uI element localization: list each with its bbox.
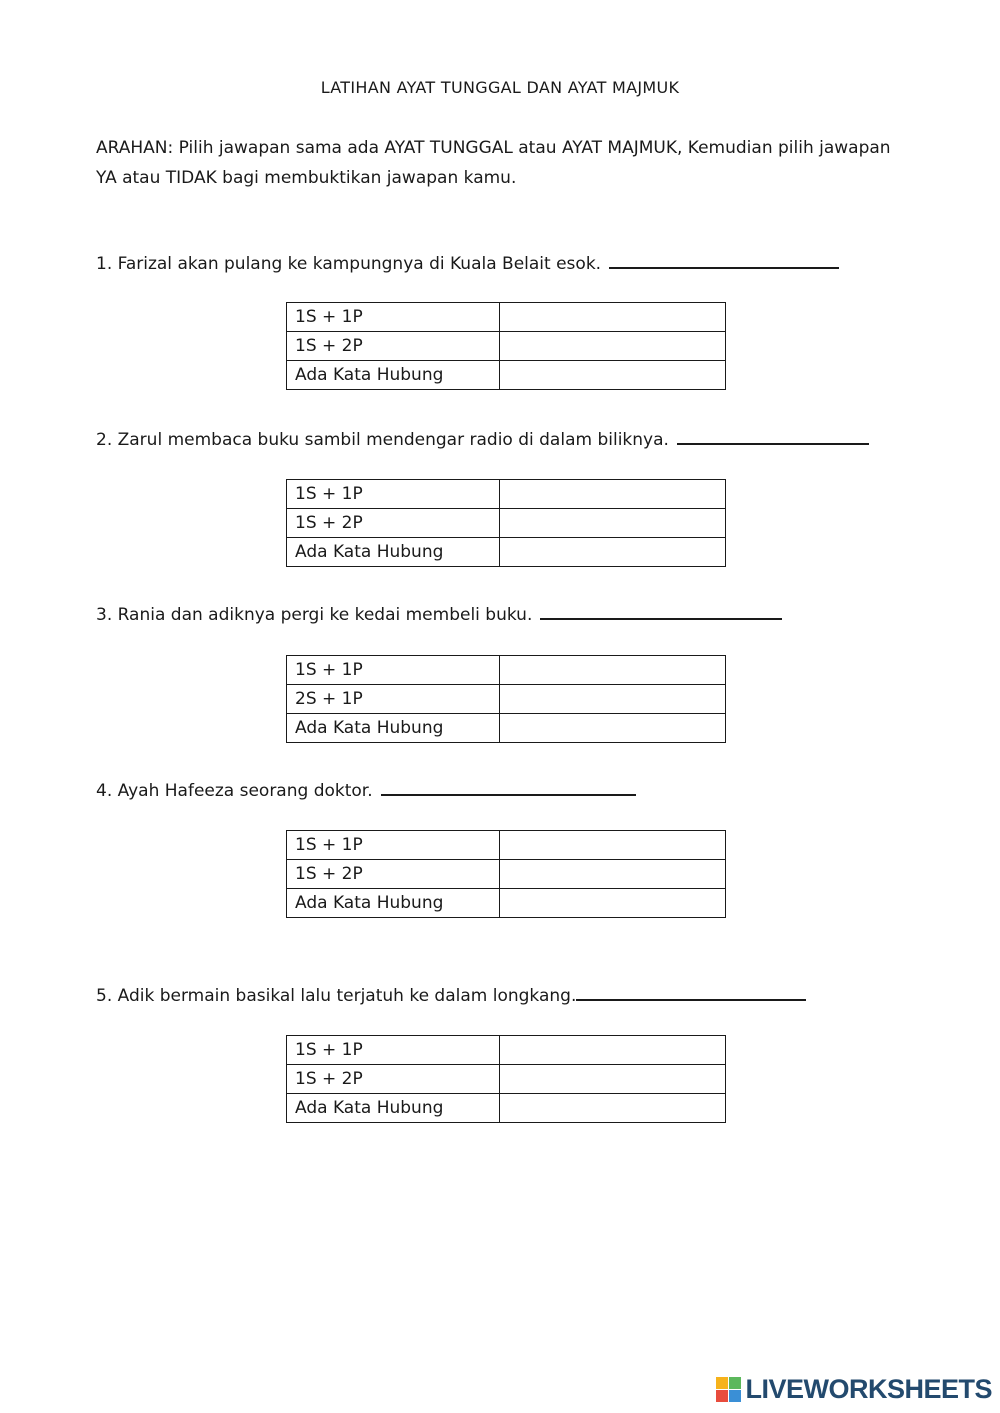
option-label: 1S + 2P — [287, 1065, 500, 1094]
option-label: Ada Kata Hubung — [287, 714, 500, 743]
options-table-5 — [286, 1035, 726, 1123]
question-text: 3. Rania dan adiknya pergi ke kedai membeli buku. — [96, 605, 533, 625]
table-row — [287, 538, 726, 567]
question-text: 1. Farizal akan pulang ke kampungnya di Kuala Belait esok. — [96, 254, 602, 274]
table-row — [287, 509, 726, 538]
table-row — [287, 332, 726, 361]
worksheet-title: LATIHAN AYAT TUNGGAL DAN AYAT MAJMUK — [320, 78, 680, 97]
logo-square — [729, 1377, 741, 1389]
question-text: 2. Zarul membaca buku sambil mendengar radio di dalam biliknya. — [96, 430, 669, 450]
answer-cell[interactable] — [499, 831, 725, 860]
option-label: 1S + 1P — [287, 656, 500, 685]
answer-cell[interactable] — [499, 480, 725, 509]
answer-blank[interactable] — [381, 778, 636, 796]
answer-blank[interactable] — [540, 602, 782, 620]
option-label: 2S + 1P — [287, 685, 500, 714]
answer-blank[interactable] — [576, 983, 806, 1001]
question-2 — [96, 427, 869, 450]
option-label: 1S + 1P — [287, 831, 500, 860]
answer-cell[interactable] — [499, 509, 725, 538]
answer-blank[interactable] — [677, 427, 869, 445]
answer-cell[interactable] — [499, 860, 725, 889]
answer-cell[interactable] — [499, 303, 725, 332]
answer-cell[interactable] — [499, 714, 725, 743]
table-row — [287, 361, 726, 390]
table-row — [287, 831, 726, 860]
option-label: 1S + 1P — [287, 480, 500, 509]
table-row — [287, 889, 726, 918]
answer-cell[interactable] — [499, 332, 725, 361]
answer-blank[interactable] — [609, 251, 839, 269]
instructions: ARAHAN: Pilih jawapan sama ada AYAT TUNGGAL atau AYAT MAJMUK, Kemudian pilih jawapan YA atau TIDAK bagi membuktikan jawapan kamu. — [96, 138, 891, 188]
liveworksheets-brand — [716, 1374, 992, 1405]
option-label: 1S + 2P — [287, 332, 500, 361]
question-5 — [96, 983, 806, 1006]
question-text: 5. Adik bermain basikal lalu terjatuh ke dalam longkang. — [96, 986, 577, 1006]
answer-cell[interactable] — [499, 1065, 725, 1094]
table-row — [287, 685, 726, 714]
table-row — [287, 303, 726, 332]
question-1 — [96, 251, 839, 274]
answer-cell[interactable] — [499, 656, 725, 685]
answer-cell[interactable] — [499, 889, 725, 918]
option-label: 1S + 2P — [287, 509, 500, 538]
table-row — [287, 480, 726, 509]
table-row — [287, 860, 726, 889]
logo-square — [716, 1390, 728, 1402]
table-row — [287, 1094, 726, 1123]
options-table-4 — [286, 830, 726, 918]
answer-cell[interactable] — [499, 685, 725, 714]
options-table-3 — [286, 655, 726, 743]
option-label: Ada Kata Hubung — [287, 1094, 500, 1123]
table-row — [287, 656, 726, 685]
options-table-2 — [286, 479, 726, 567]
option-label: Ada Kata Hubung — [287, 889, 500, 918]
option-label: 1S + 1P — [287, 1036, 500, 1065]
answer-cell[interactable] — [499, 1036, 725, 1065]
table-row — [287, 1065, 726, 1094]
answer-cell[interactable] — [499, 538, 725, 567]
option-label: Ada Kata Hubung — [287, 538, 500, 567]
option-label: Ada Kata Hubung — [287, 361, 500, 390]
answer-cell[interactable] — [499, 361, 725, 390]
table-row — [287, 714, 726, 743]
logo-square — [729, 1390, 741, 1402]
liveworksheets-logo-icon — [716, 1377, 741, 1402]
options-table-1 — [286, 302, 726, 390]
logo-square — [716, 1377, 728, 1389]
question-3 — [96, 602, 782, 625]
question-4 — [96, 778, 636, 801]
table-row — [287, 1036, 726, 1065]
question-text: 4. Ayah Hafeeza seorang doktor. — [96, 781, 373, 801]
brand-name: LIVEWORKSHEETS — [745, 1374, 992, 1404]
option-label: 1S + 1P — [287, 303, 500, 332]
answer-cell[interactable] — [499, 1094, 725, 1123]
option-label: 1S + 2P — [287, 860, 500, 889]
